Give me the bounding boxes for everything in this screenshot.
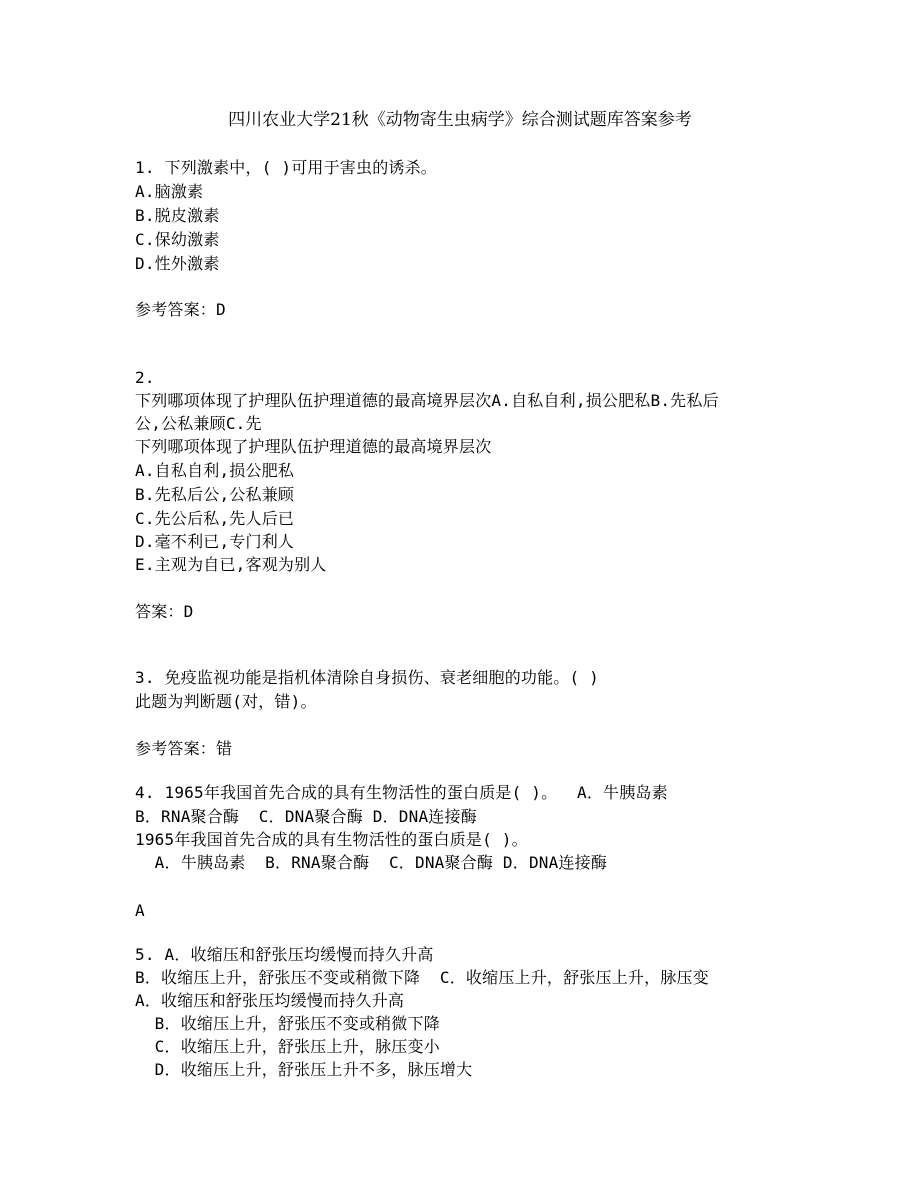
q2-number: 2. xyxy=(135,368,155,387)
q3-answer: 参考答案：错 xyxy=(135,739,233,758)
q4-line3: 1965年我国首先合成的具有生物活性的蛋白质是( )。 xyxy=(135,830,528,849)
q1-option-b: B.脱皮激素 xyxy=(135,206,220,225)
q1-option-d: D.性外激素 xyxy=(135,254,220,273)
q2-option-b: B.先私后公,公私兼顾 xyxy=(135,485,295,504)
q2-stem-line1: 下列哪项体现了护理队伍护理道德的最高境界层次A.自私自利,损公肥私B.先私后 xyxy=(135,391,719,410)
q1-option-c: C.保幼激素 xyxy=(135,230,220,249)
q5-line2: B．收缩压上升，舒张压不变或稍微下降 C．收缩压上升，舒张压上升，脉压变 xyxy=(135,968,709,987)
q2-answer: 答案：D xyxy=(135,602,194,621)
q3-question: 3. 免疫监视功能是指机体清除自身损伤、衰老细胞的功能。( ) xyxy=(135,668,599,687)
q5-option-c: C．收缩压上升，舒张压上升，脉压变小 xyxy=(135,1037,440,1056)
q1-option-a: A.脑激素 xyxy=(135,182,204,201)
q2-option-c: C.先公后私,先人后已 xyxy=(135,509,295,528)
q2-option-d: D.毫不利已,专门利人 xyxy=(135,532,295,551)
q2-option-e: E.主观为自已,客观为别人 xyxy=(135,555,327,574)
q4-line1: 4. 1965年我国首先合成的具有生物活性的蛋白质是( )。 A．牛胰岛素 xyxy=(135,783,668,802)
q4-answer: A xyxy=(135,901,145,920)
q2-stem-line2: 公,公私兼顾C.先 xyxy=(135,414,262,433)
q5-option-d: D．收缩压上升，舒张压上升不多，脉压增大 xyxy=(135,1060,473,1079)
q1-question: 1. 下列激素中，( )可用于害虫的诱杀。 xyxy=(135,158,437,177)
q3-note: 此题为判断题(对，错)。 xyxy=(135,692,317,711)
q5-line1: 5. A．收缩压和舒张压均缓慢而持久升高 xyxy=(135,945,434,964)
page-title: 四川农业大学21秋《动物寄生虫病学》综合测试题库答案参考 xyxy=(228,110,692,130)
q5-option-b: B．收缩压上升，舒张压不变或稍微下降 xyxy=(135,1014,440,1033)
q4-line2: B．RNA聚合酶 C．DNA聚合酶 D．DNA连接酶 xyxy=(135,807,477,826)
q2-question: 下列哪项体现了护理队伍护理道德的最高境界层次 xyxy=(135,437,492,456)
q5-option-a: A．收缩压和舒张压均缓慢而持久升高 xyxy=(135,991,405,1010)
q4-line4: A．牛胰岛素 B．RNA聚合酶 C．DNA聚合酶 D．DNA连接酶 xyxy=(135,853,608,872)
q1-answer: 参考答案：D xyxy=(135,300,226,319)
q2-option-a: A.自私自利,损公肥私 xyxy=(135,461,295,480)
